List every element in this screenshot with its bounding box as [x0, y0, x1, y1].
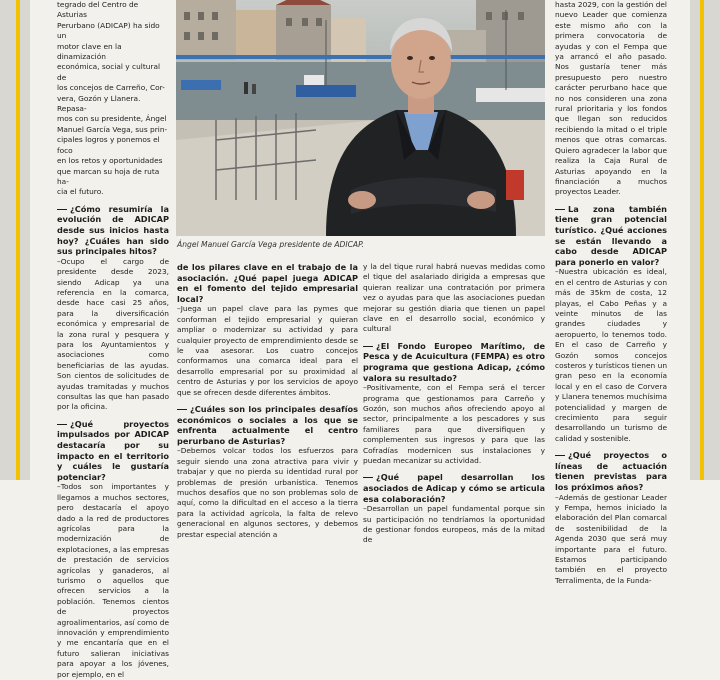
interview-question: ¿Cuáles son los principales desafíos económicos o sociales a los que se enfrenta actualmente el centro perurbano de Asturias? [177, 404, 358, 446]
interview-answer: –Juega un papel clave para las pymes que conforman el tejido empresarial y quieran ampliar o modernizar su actividad y para cualquier proyecto de emprendimiento desde se le vaa asesorar. Los cuatro concejos conformamos una comarca ideal para el desarrollo empresarial por su proximidad al centro de Asturias y por los servicios de apoyo que se ofrecen desde diferentes ámbitos. [177, 304, 358, 397]
intro-line: mos con su presidente, Ángel [57, 114, 167, 124]
intro-line: en los retos y oportunidades [57, 156, 163, 166]
intro-line: Manuel García Vega, sus prin- [57, 124, 168, 134]
interview-answer: –Ocupo el cargo de presidente desde 2023, siendo Adicap ya una referencia en la comarca, desde hace casi 25 años, para la diversificación económica y empresarial de la zona rural y pesquera y para los Ayuntamientos y asociaciones como beneficiarias de las ayudas. Son cientos de solicitudes de ayudas tramitadas y muchos consultas las que han pasado por la oficina. [57, 256, 169, 412]
column-left [57, 0, 169, 679]
column-middle-right [363, 262, 545, 545]
intro-line: los concejos de Carreño, Cor- [57, 83, 165, 93]
intro-line: cipales logros y ponemos el foco [57, 135, 160, 155]
interview-answer: –Desarrollan un papel fundamental porque sin su participación no tendríamos la oportunidad de gestionar fondos europeos, más de la mitad de [363, 504, 545, 545]
intro-line: cia el futuro. [57, 187, 104, 197]
photo-caption: Ángel Manuel García Vega presidente de ADICAP. [177, 240, 365, 249]
interview-question: ¿Cómo resumiría la evolución de ADICAP desde sus inicios hasta hoy? ¿Cuáles han sido sus principales hitos? [57, 203, 169, 257]
interview-answer: –Debemos volcar todos los esfuerzos para seguir siendo una zona atractiva para vivir y trabajar y que no pierda su identidad rural por problemas de presión urbanística. Tenemos muchos desafíos que no son problemas solo de aquí, como la dificultad en el acceso a la tierra para la actividad agrícola, la falta de relevo generacional en algunos sectores, y debemos prestar especial atención a [177, 446, 358, 539]
interview-question: La zona también tiene gran potencial turístico. ¿Qué acciones se están llevando a cabo desde ADICAP para ponerlo en valor? [555, 203, 667, 267]
page-edge-left [0, 0, 30, 480]
interview-question: ¿Qué proyectos impulsados por ADICAP destacaría por su impacto en el territorio y cuáles le gustaría potenciar? [57, 418, 169, 482]
yellow-rule-right [700, 0, 704, 480]
interview-answer: –Nuestra ubicación es ideal, en el centro de Asturias y con más de 35km de costa, 12 playas, el Cabo Peñas y a veinte minutos de las grandes ciudades y aeropuerto, lo tenemos todo. En el caso de Carreño y Gozón somos concejos costeros y turísticos tienen un gran peso en la economía local y en el caso de Corvera y Llanera tenemos muchísima potencialidad y margen de crecimiento para seguir desarrollando un turismo de calidad y sostenible. [555, 267, 667, 443]
page-edge-right [690, 0, 720, 480]
intro-line: Perurbano (ADICAP) ha sido un [57, 20, 160, 41]
interview-question: de los pilares clave en el trabajo de la asociación. ¿Qué papel juega ADICAP en el fomento del tejido empresarial local? [177, 262, 358, 304]
interview-question: ¿El Fondo Europeo Marítimo, de Pesca y de Acuicultura (FEMPA) es otro programa que gestiona Adicap, ¿cómo valora su resultado? [363, 340, 545, 383]
intro-line: vera, Gozón y Llanera. Repasa- [57, 93, 141, 114]
intro-line: que marcan su hoja de ruta ha- [57, 166, 160, 186]
intro-paragraph [57, 0, 169, 198]
intro-line: motor clave en la dinamización [57, 41, 122, 62]
interview-answer: –Además de gestionar Leader y Fempa, hemos iniciado la elaboración del Plan comarcal de sostenibilidad de la Agenda 2030 que será muy importante para el futuro. Estamos participando también en el proyecto Terralimenta, de la Funda- [555, 492, 667, 585]
column-middle-left [177, 262, 358, 539]
interview-answer: –Positivamente, con el Fempa será el tercer programa que gestionamos para Carreño y Gozón, son muchos años ofreciendo apoyo al sector, principalmente a los pescadores y sus familiares para que diversifiquen y complementen sus ingresos y para que las Cofradías modernicen sus instalaciones y puedan mecanizar su actividad. [363, 383, 545, 466]
column-right [555, 0, 667, 585]
interview-answer: hasta 2029, con la gestión del nuevo Leader que comienza este mismo año con la primera convocatoria de ayudas y con el Fempa que ya arrancó el año pasado. Nos gustaría tener más presupuesto pero nuestro carácter perurbano hace que no nos consideren una zona rural prioritaria y los fondos que llegan son reducidos recibiendo la mitad o el triple menos que otras comarcas. Quiero agradecer la labor que realiza la Caja Rural de Asturias apoyando en la financiación a muchos proyectos Leader. [555, 0, 667, 197]
interview-answer: –Todos son importantes y llegamos a muchos sectores, pero destacaría el apoyo dado a la red de productores agrícolas para la modernización de explotaciones, a las empresas de prestación de servicios agrícolas y ganaderos, al turismo o aquellos que ofrecen servicios a la población. Tenemos cientos de proyectos agroalimentarios, así como de innovación y emprendimiento y me encantaría que en el futuro salieran iniciativas para apoyar a los jóvenes, por ejemplo, en el [57, 482, 169, 679]
portrait-photo [176, 0, 545, 236]
intro-line: económica, social y cultural de [57, 62, 161, 82]
intro-line: tegrado del Centro de Asturias [57, 0, 139, 20]
interview-answer: y la del tique rural habrá nuevas medidas como el tique del asalariado dirigida a empresas que quieran realizar una contratación por primera vez o ayudas para que las asociaciones puedan mejorar su gestión diaria que tienen un papel clave en el desarrollo social, económico y cultural [363, 262, 545, 334]
interview-question: ¿Qué proyectos o líneas de actuación tienen previstas para los próximos años? [555, 450, 667, 492]
yellow-rule-left [16, 0, 20, 480]
interview-question: ¿Qué papel desarrollan los asociados de Adicap y cómo se articula esa colaboración? [363, 472, 545, 504]
harbor-portrait-illustration [176, 0, 545, 236]
